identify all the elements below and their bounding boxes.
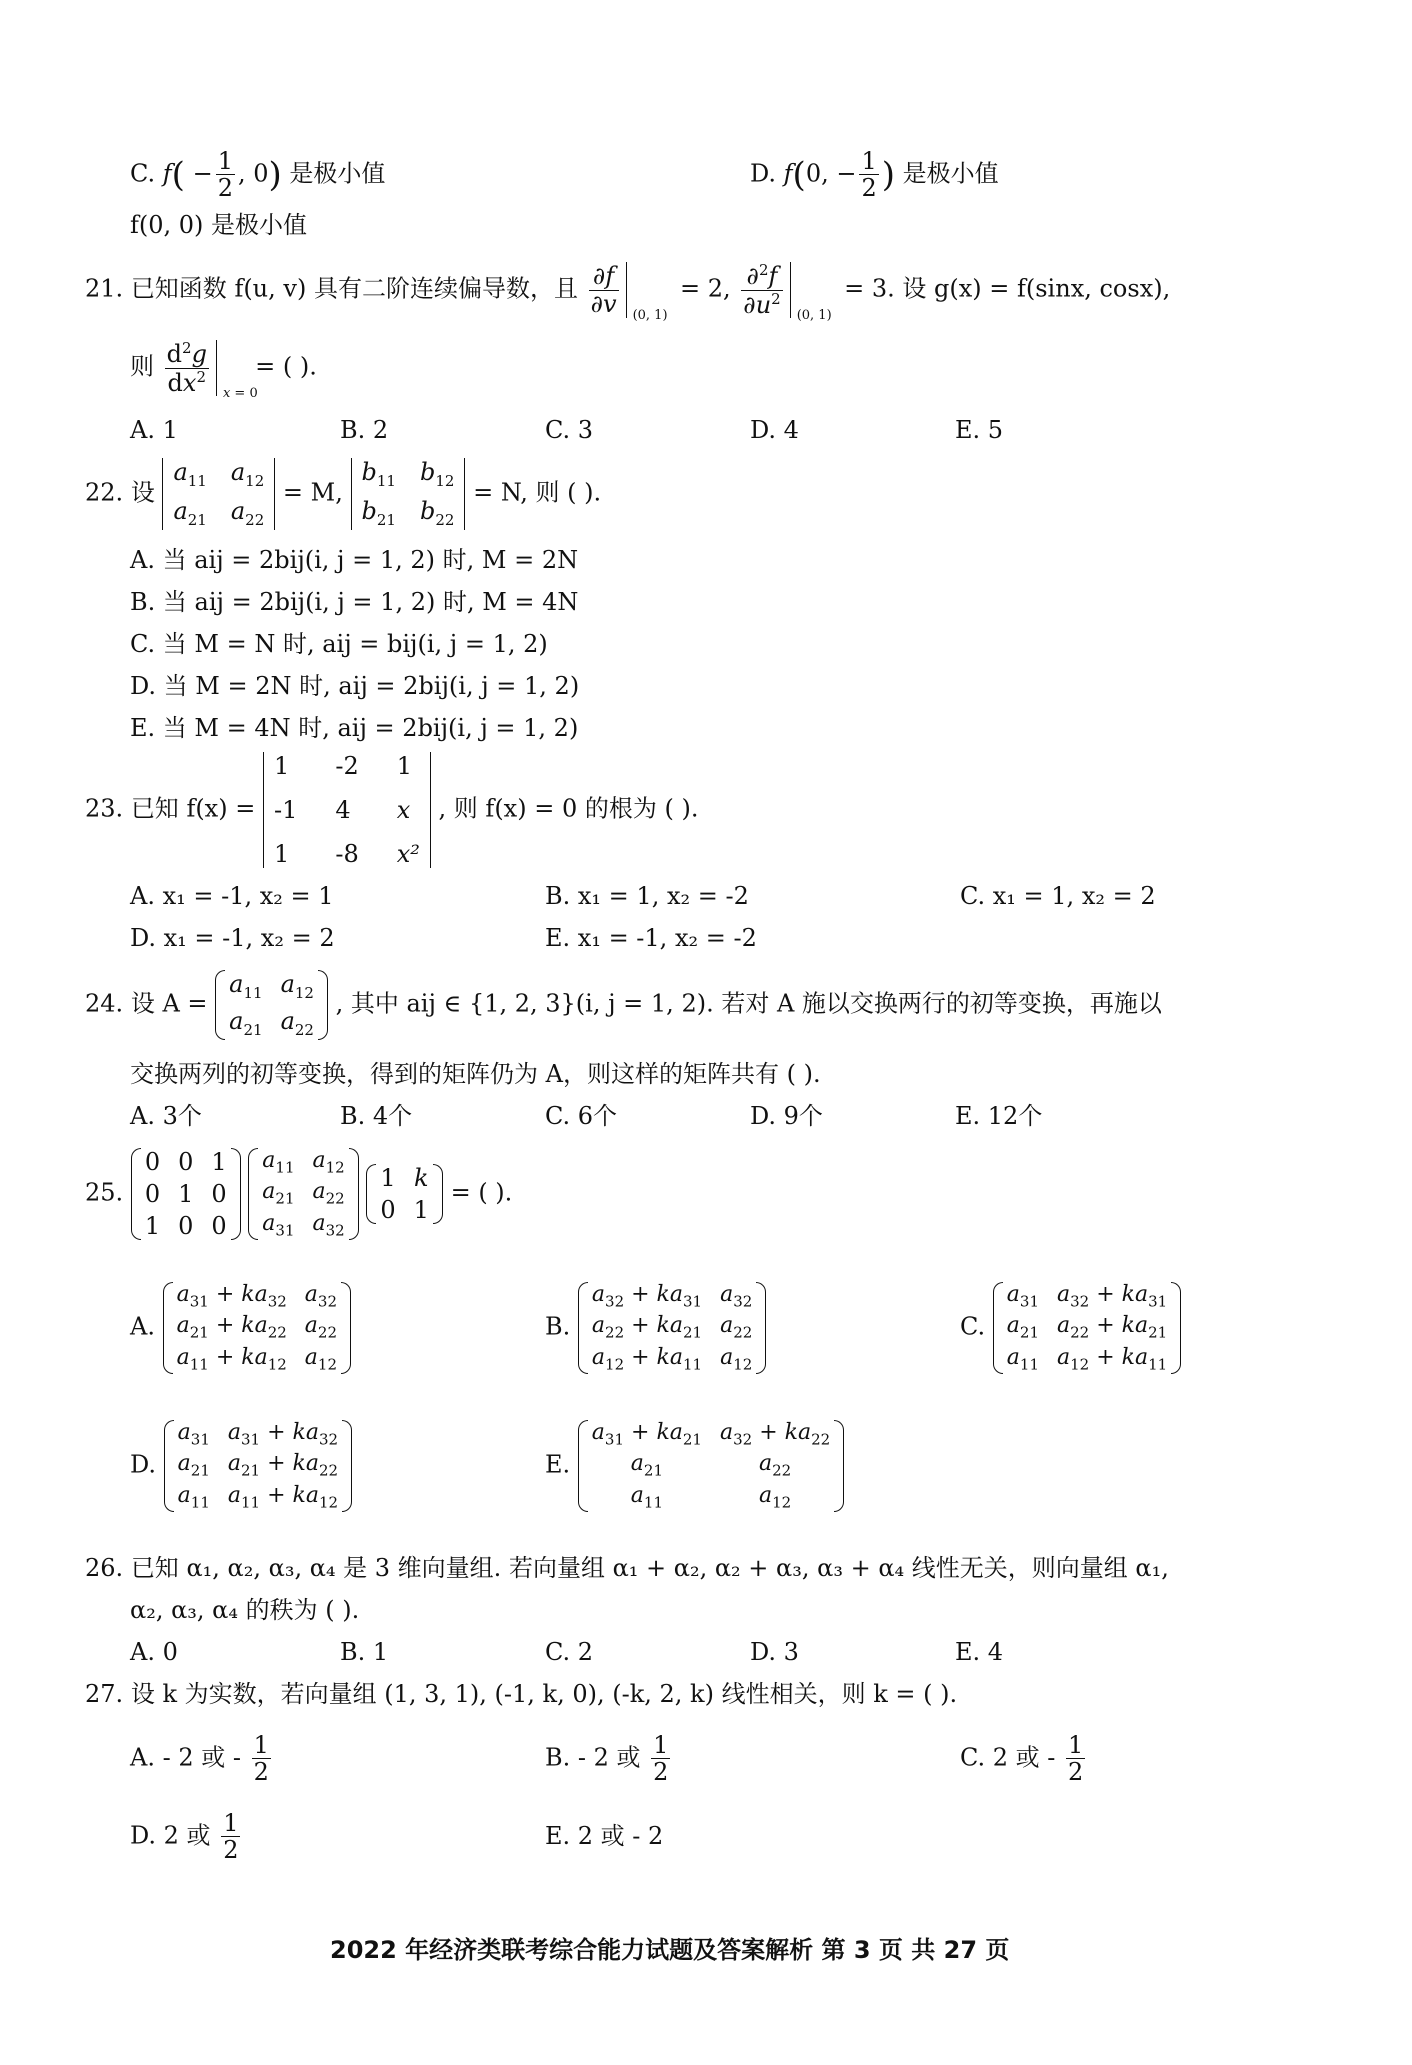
q27-stem: 27. 设 k 为实数，若向量组 (1, 3, 1), (-1, k, 0), (-k, 2, k) 线性相关，则 k = ( ). — [85, 1680, 958, 1708]
q20-option-d: D. f(0, − $\frac{1}{2}$ ) 是极小值 — [750, 147, 999, 203]
matrix-a-3x2: $a_{11}$ $a_{12}$ $a_{21}$ $a_{22}$ $a_{31}$ $a_{32}$ — [248, 1148, 358, 1240]
q21-number: 21. — [85, 274, 124, 303]
q26-option-e: E. 4 — [955, 1638, 1004, 1666]
partial2-f-u: $\frac{\partial^2f}{\partial u^2}$ — [743, 261, 781, 319]
q21-option-e: E. 5 — [955, 416, 1004, 444]
q26-option-a: A. 0 — [130, 1638, 178, 1666]
q21-option-d: D. 4 — [750, 416, 799, 444]
matrix-k: 1 k 0 1 — [366, 1164, 443, 1224]
q25-matrix-c: $a_{31}$ $a_{32} + ka_{31}$ $a_{21}$ $a_{22} + ka_{21}$ $a_{11}$ $a_{12} + ka_{11}$ — [993, 1282, 1181, 1374]
q23-stem: 23. 已知 f(x) = 1 -2 1 -1 4 x 1 -8 x² , 则 f(x) = 0 的根为 ( ). — [85, 752, 699, 868]
q25-stem: 25. 0 0 1 0 1 0 1 0 0 $a_{11}$ $a_{12}$ $a_{21}$ $a_{22}$ $a_{31}$ $a_{32}$ 1 k 0 1 = ( ). — [85, 1148, 513, 1241]
q21-option-c: C. 3 — [545, 416, 594, 444]
q22-option-b: B. 当 aij = 2bij(i, j = 1, 2) 时, M = 4N — [130, 588, 579, 616]
permutation-matrix: 0 0 1 0 1 0 1 0 0 — [131, 1148, 241, 1240]
q24-option-a: A. 3个 — [130, 1102, 202, 1130]
q25-option-a: A. $a_{31} + ka_{32}$ $a_{32}$ $a_{21} + ka_{22}$ $a_{22}$ $a_{11} + ka_{12}$ $a_{12}$ — [130, 1282, 351, 1374]
q20-option-c: C. f( − $\frac{1}{2}$ , 0) 是极小值 — [130, 147, 386, 203]
q22-stem-full: 22. 设 $a_{11}$ $a_{12}$ $a_{21}$ $a_{22}$ = M, $b_{11}$ $b_{12}$ $b_{21}$ $b_{22}$ = N, 则 ( ). — [85, 458, 621, 530]
q23-option-d: D. x₁ = -1, x₂ = 2 — [130, 924, 335, 952]
q22-option-d: D. 当 M = 2N 时, aij = 2bij(i, j = 1, 2) — [130, 672, 580, 700]
q26-option-d: D. 3 — [750, 1638, 799, 1666]
determinant-a-matrix: $a_{11}$ $a_{12}$ $a_{21}$ $a_{22}$ — [162, 458, 275, 530]
q21-stem-line1: 21. 已知函数 f(u, v) 具有二阶连续偏导数，且 $\frac{\partial f}{\partial v}$ (0, 1) = 2, $\frac{\partial^2f}{\partial u^2}$ (0, 1) = 3. 设 g(x) = f(sinx, cosx), — [85, 261, 1171, 323]
q24-option-d: D. 9个 — [750, 1102, 823, 1130]
q26-option-b: B. 1 — [340, 1638, 389, 1666]
page-footer: 2022 年经济类联考综合能力试题及答案解析 第 3 页 共 27 页 — [330, 1936, 1010, 1964]
q25-option-b: B. $a_{32} + ka_{31}$ $a_{32}$ $a_{22} + ka_{21}$ $a_{22}$ $a_{12} + ka_{11}$ $a_{12}$ — [545, 1282, 766, 1374]
q23-option-c: C. x₁ = 1, x₂ = 2 — [960, 882, 1156, 910]
q21-option-a: A. 1 — [130, 416, 178, 444]
q25-option-e: E. $a_{31} + ka_{21}$ $a_{32} + ka_{22}$ $a_{21}$ $a_{22}$ $a_{11}$ $a_{12}$ — [545, 1420, 844, 1512]
q25-matrix-b: $a_{32} + ka_{31}$ $a_{32}$ $a_{22} + ka_{21}$ $a_{22}$ $a_{12} + ka_{11}$ $a_{12}$ — [578, 1282, 766, 1374]
q23-option-b: B. x₁ = 1, x₂ = -2 — [545, 882, 749, 910]
determinant-3x3: 1 -2 1 -1 4 x 1 -8 x² — [263, 752, 431, 868]
q27-option-a: A. - 2 或 - $\frac{1}{2}$ — [130, 1731, 269, 1787]
q22-option-a: A. 当 aij = 2bij(i, j = 1, 2) 时, M = 2N — [130, 546, 579, 574]
q24-option-b: B. 4个 — [340, 1102, 413, 1130]
determinant-b-matrix: $b_{11}$ $b_{12}$ $b_{21}$ $b_{22}$ — [351, 458, 466, 530]
q25-option-d: D. $a_{31}$ $a_{31} + ka_{32}$ $a_{21}$ $a_{21} + ka_{22}$ $a_{11}$ $a_{11} + ka_{12}$ — [130, 1420, 352, 1512]
q24-stem-line2: 交换两列的初等变换，得到的矩阵仍为 A，则这样的矩阵共有 ( ). — [130, 1060, 821, 1088]
q24-stem-line1: 24. 设 A = $a_{11}$ $a_{12}$ $a_{21}$ $a_{22}$ , 其中 aij ∈ {1, 2, 3}(i, j = 1, 2). 若对 A 施以交换两行的初等变换，再施以 — [85, 970, 1162, 1039]
q22-option-e: E. 当 M = 4N 时, aij = 2bij(i, j = 1, 2) — [130, 714, 579, 742]
second-derivative-g: $\frac{d^2g}{dx^2}$ — [166, 339, 207, 397]
q26-stem-line1: 26. 已知 α₁, α₂, α₃, α₄ 是 3 维向量组. 若向量组 α₁ + α₂, α₂ + α₃, α₃ + α₄ 线性无关，则向量组 α₁, — [85, 1554, 1169, 1582]
q25-matrix-a: $a_{31} + ka_{32}$ $a_{32}$ $a_{21} + ka_{22}$ $a_{22}$ $a_{11} + ka_{12}$ $a_{12}$ — [163, 1282, 351, 1374]
partial-f-v: $\frac{\partial f}{\partial v}$ — [590, 262, 617, 318]
q24-option-e: E. 12个 — [955, 1102, 1043, 1130]
q22-option-c: C. 当 M = N 时, aij = bij(i, j = 1, 2) — [130, 630, 548, 658]
q21-option-b: B. 2 — [340, 416, 389, 444]
q27-option-e: E. 2 或 - 2 — [545, 1822, 664, 1850]
q27-option-d: D. 2 或 $\frac{1}{2}$ — [130, 1809, 239, 1865]
matrix-a: $a_{11}$ $a_{12}$ $a_{21}$ $a_{22}$ — [215, 970, 328, 1040]
q23-option-a: A. x₁ = -1, x₂ = 1 — [130, 882, 334, 910]
q24-option-c: C. 6个 — [545, 1102, 618, 1130]
q21-stem-line2: 则 $\frac{d^2g}{dx^2}$ x = 0 = ( ). — [130, 339, 317, 401]
q27-option-b: B. - 2 或 $\frac{1}{2}$ — [545, 1731, 669, 1787]
q27-option-c: C. 2 或 - $\frac{1}{2}$ — [960, 1731, 1084, 1787]
q25-matrix-e: $a_{31} + ka_{21}$ $a_{32} + ka_{22}$ $a_{21}$ $a_{22}$ $a_{11}$ $a_{12}$ — [578, 1420, 844, 1512]
q25-option-c: C. $a_{31}$ $a_{32} + ka_{31}$ $a_{21}$ $a_{22} + ka_{21}$ $a_{11}$ $a_{12} + ka_{11}$ — [960, 1282, 1181, 1374]
q23-option-e: E. x₁ = -1, x₂ = -2 — [545, 924, 757, 952]
q25-matrix-d: $a_{31}$ $a_{31} + ka_{32}$ $a_{21}$ $a_{21} + ka_{22}$ $a_{11}$ $a_{11} + ka_{12}$ — [164, 1420, 352, 1512]
q26-option-c: C. 2 — [545, 1638, 594, 1666]
q20-option-e: f(0, 0) 是极小值 — [130, 211, 308, 239]
q26-stem-line2: α₂, α₃, α₄ 的秩为 ( ). — [130, 1596, 360, 1624]
